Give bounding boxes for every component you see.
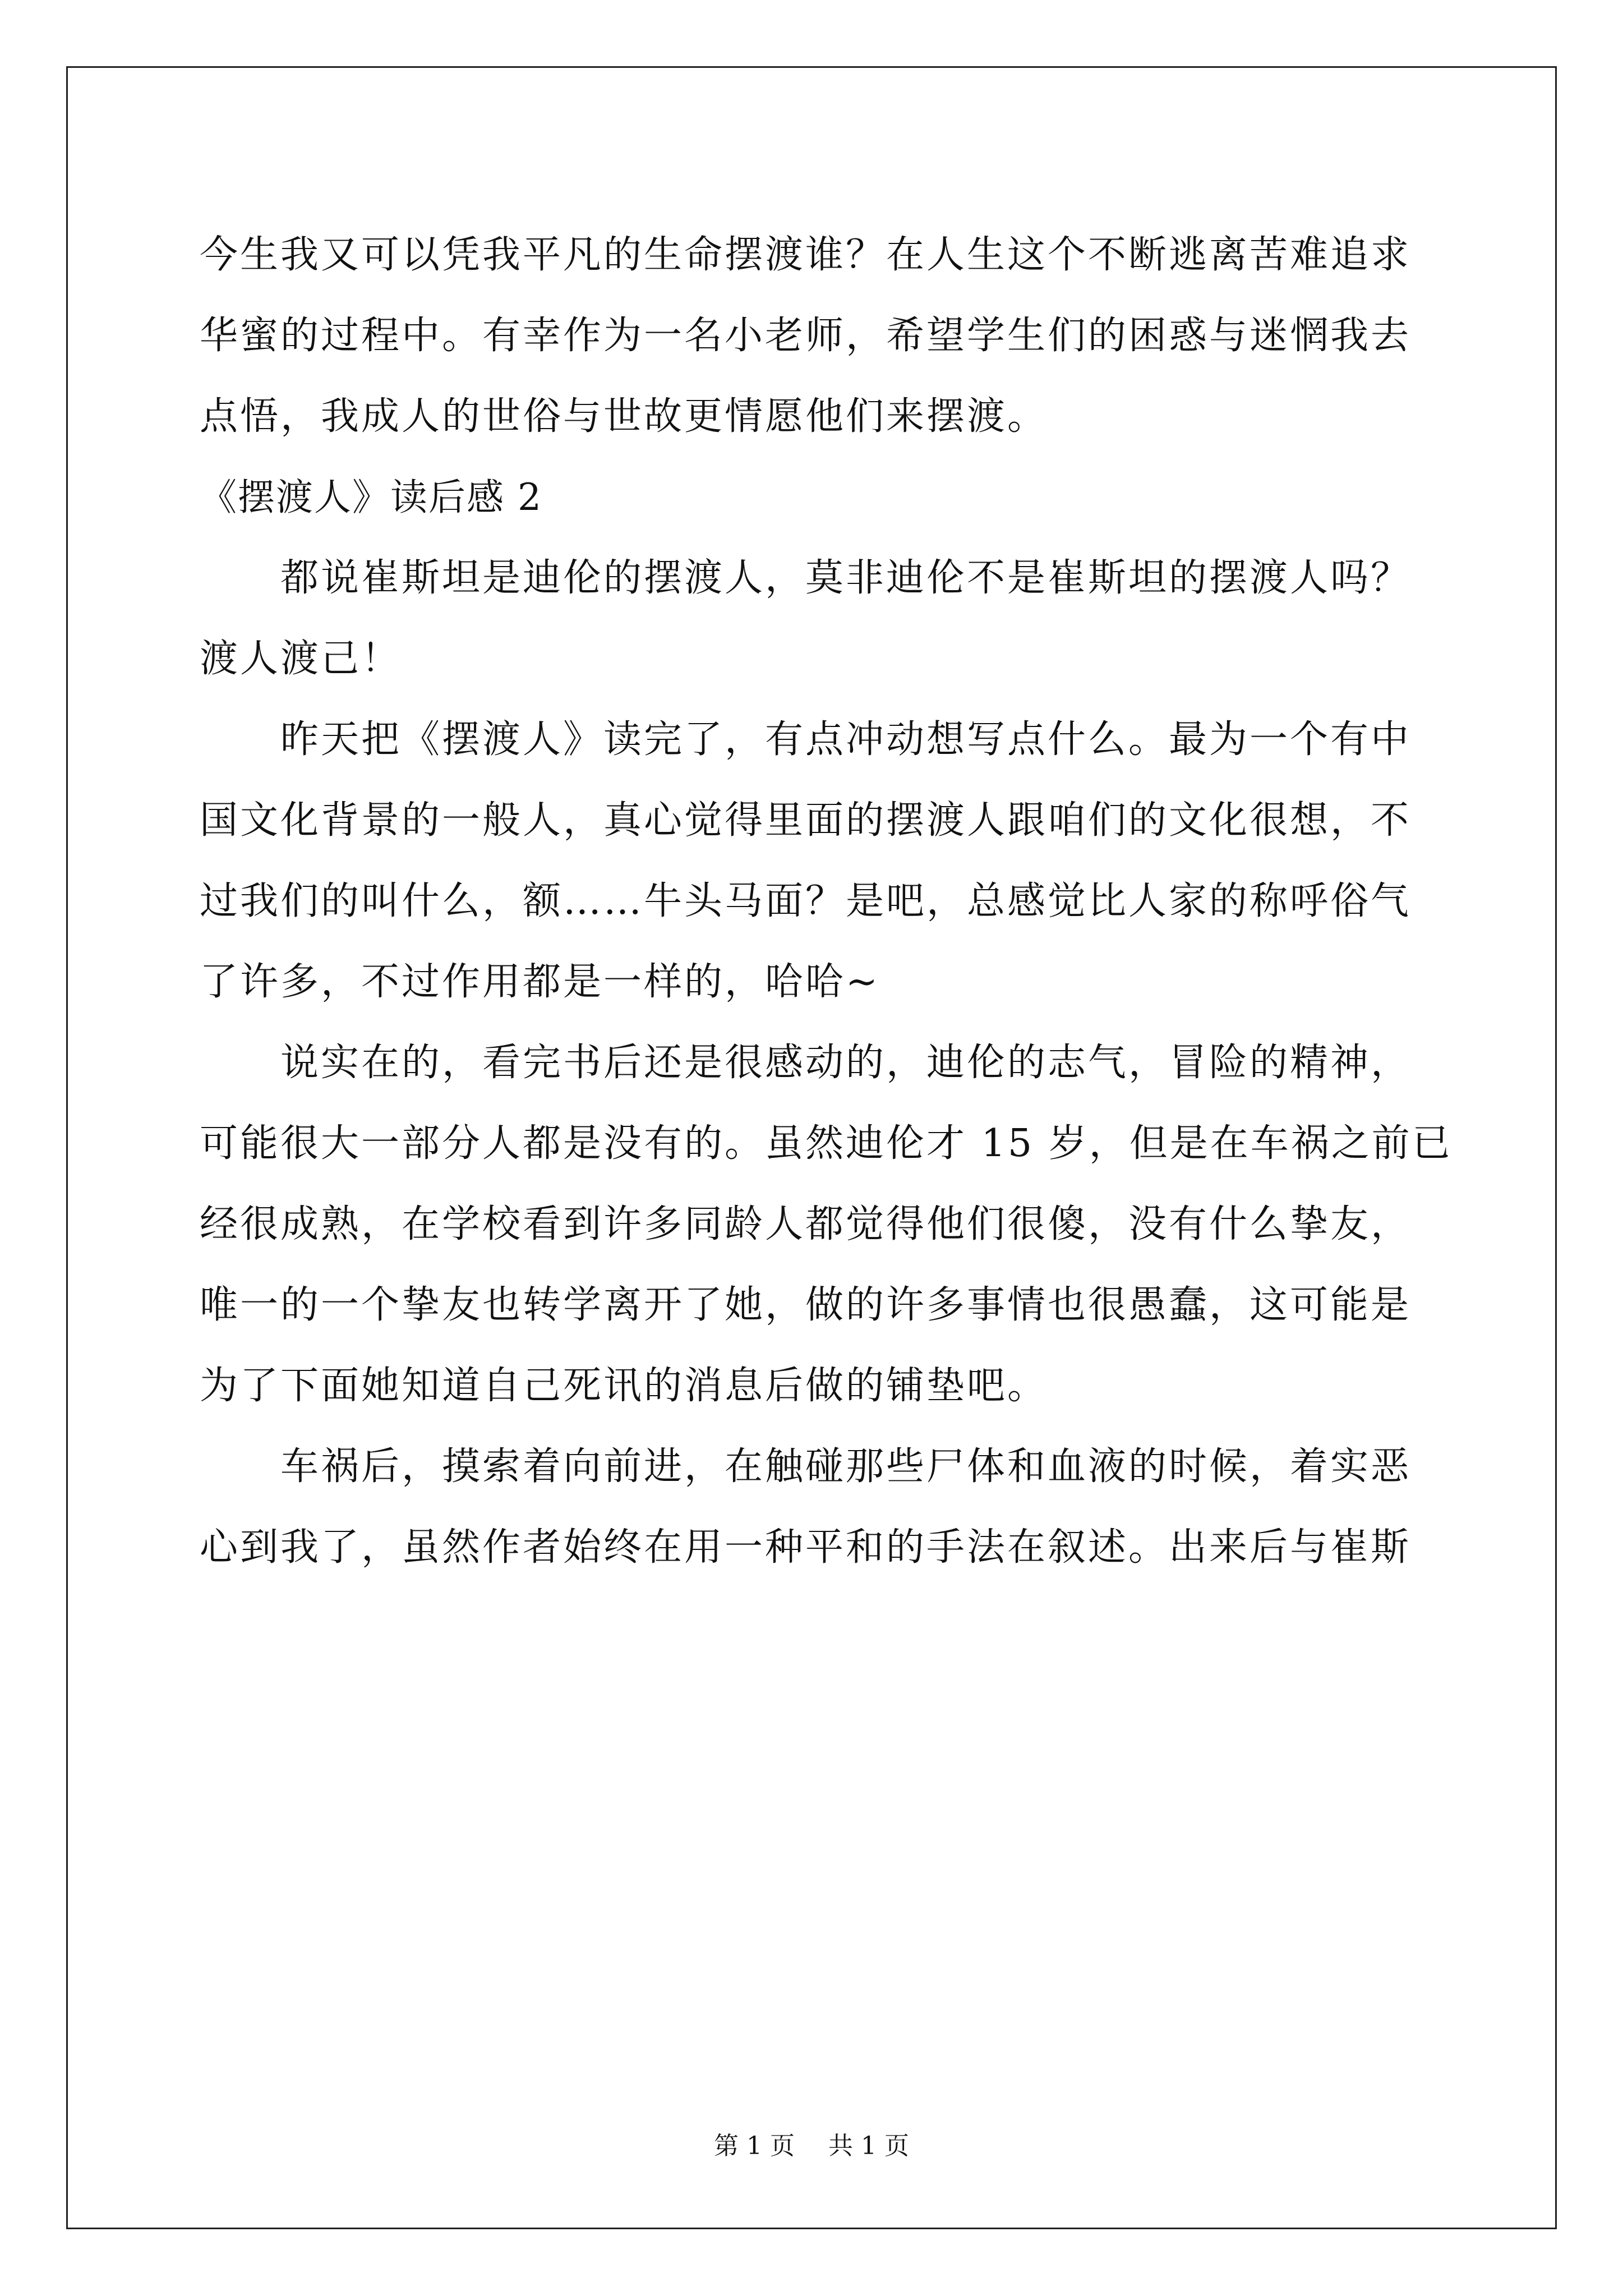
text-line: 华蜜的过程中。有幸作为一名小老师，希望学生们的困惑与迷惘我去 xyxy=(200,314,1412,358)
page-footer xyxy=(0,2129,1623,2163)
text-line: 渡人渡己！ xyxy=(200,637,402,681)
text-line: 都说崔斯坦是迪伦的摆渡人，莫非迪伦不是崔斯坦的摆渡人吗？ xyxy=(280,556,1412,600)
section-heading: 《摆渡人》读后感 2 xyxy=(200,476,542,519)
page-total: 共 1 页 xyxy=(828,2132,909,2160)
text-line: 了许多，不过作用都是一样的，哈哈~ xyxy=(200,960,880,1004)
document-body xyxy=(200,215,1453,1588)
text-line: 过我们的叫什么，额……牛头马面？是吧，总感觉比人家的称呼俗气 xyxy=(200,879,1412,923)
text-line: 可能很大一部分人都是没有的。虽然迪伦才 15 岁，但是在车祸之前已 xyxy=(200,1121,1453,1166)
text-line: 心到我了，虽然作者始终在用一种平和的手法在叙述。出来后与崔斯 xyxy=(200,1525,1412,1570)
text-line: 经很成熟，在学校看到许多同龄人都觉得他们很傻，没有什么挚友， xyxy=(200,1202,1412,1246)
text-line: 为了下面她知道自己死讯的消息后做的铺垫吧。 xyxy=(200,1364,1048,1408)
page-number: 第 1 页 xyxy=(714,2132,795,2160)
text-line: 国文化背景的一般人，真心觉得里面的摆渡人跟咱们的文化很想，不 xyxy=(200,798,1412,843)
text-line: 昨天把《摆渡人》读完了，有点冲动想写点什么。最为一个有中 xyxy=(280,717,1412,762)
text-line: 点悟，我成人的世俗与世故更情愿他们来摆渡。 xyxy=(200,394,1048,439)
text-line: 车祸后，摸索着向前进，在触碰那些尸体和血液的时候，着实恶 xyxy=(280,1444,1412,1489)
text-line: 今生我又可以凭我平凡的生命摆渡谁？在人生这个不断逃离苦难追求 xyxy=(200,233,1412,277)
text-line: 唯一的一个挚友也转学离开了她，做的许多事情也很愚蠢，这可能是 xyxy=(200,1283,1412,1327)
text-line: 说实在的，看完书后还是很感动的，迪伦的志气，冒险的精神， xyxy=(280,1041,1412,1085)
